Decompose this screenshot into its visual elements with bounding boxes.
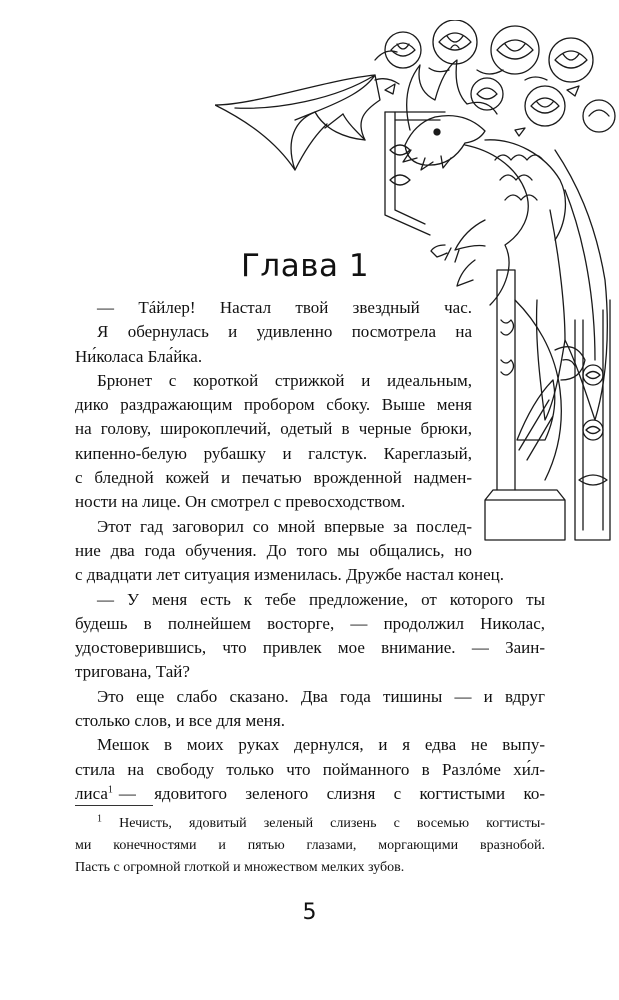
- dragon-wing-right: [537, 150, 608, 420]
- text-line: [75, 782, 545, 806]
- text-line: — Тáйлер! Настал твой звездный час.: [97, 298, 472, 317]
- text-line: дико раздражающим пробором сбоку. Выше меня: [75, 395, 472, 415]
- footnote-marker: 1: [107, 784, 113, 796]
- text-line: Брюнет с короткой стрижкой и идеальным,: [97, 370, 472, 390]
- page-number: 5: [302, 900, 317, 925]
- text-line: ности на лице. Он смотрел с превосходством.: [75, 492, 406, 512]
- footnote-text: Нечисть, ядовитый зеленый слизень с восемью когтисты-: [119, 816, 546, 831]
- text-line: кипенно-белую рубашку и галстук. Кареглазый,: [75, 443, 472, 463]
- roses-decoration: [375, 20, 615, 136]
- text-segment: [75, 782, 113, 806]
- footnote-divider: [75, 805, 153, 806]
- text-line: Этот гад заговорил со мной впервые за послед-: [97, 516, 472, 536]
- text-line: на голову, широкоплечий, одетый в черные брюки,: [75, 419, 472, 439]
- text-line: будешь в полнейшем восторге, — продолжил Николас,: [75, 613, 545, 633]
- text-line: Это еще слабо сказано. Два года тишины — и вдруг: [97, 686, 545, 706]
- footnote: [75, 813, 545, 879]
- text-line: стила на свободу только что пойманного в Разлóме хи́л-: [75, 759, 545, 779]
- text-line: ние два года обучения. До того мы общались, но: [75, 540, 472, 560]
- text-line: удостоверившись, что привлек мое внимание. — Заин-: [75, 638, 545, 658]
- text-line: с бледной кожей и печатью врожденной надмен-: [75, 468, 472, 488]
- text-line: Я обернулась и удивленно посмотрела на: [97, 322, 472, 342]
- text-line: столько слов, и все для меня.: [75, 711, 285, 731]
- dragon-body: [403, 60, 565, 305]
- body-text: [75, 296, 545, 806]
- footnote-line: ми конечностями и пятью глазами, моргающими вразнобой.: [75, 838, 545, 853]
- text-line: Ни́коласа Бла́йка.: [75, 346, 203, 366]
- text-line: — У меня есть к тебе предложение, от которого ты: [97, 589, 545, 609]
- footnote-line: Пасть с огромной глоткой и множеством мелких зубов.: [75, 860, 405, 875]
- chapter-title: Глава 1: [241, 248, 370, 284]
- footnote-line: [75, 813, 545, 835]
- footnote-number: 1: [97, 813, 102, 825]
- text-word: лиса: [75, 783, 108, 803]
- text-line: тригована, Тай?: [75, 662, 190, 682]
- text-line: с двадцати лет ситуация изменилась. Дружбе настал конец.: [75, 565, 504, 585]
- dragon-wing: [215, 75, 380, 170]
- text-segment: — ядовитого зеленого слизня с когтистыми ко-: [118, 783, 545, 803]
- text-line: Мешок в моих руках дернулся, и я едва не выпу-: [97, 735, 545, 755]
